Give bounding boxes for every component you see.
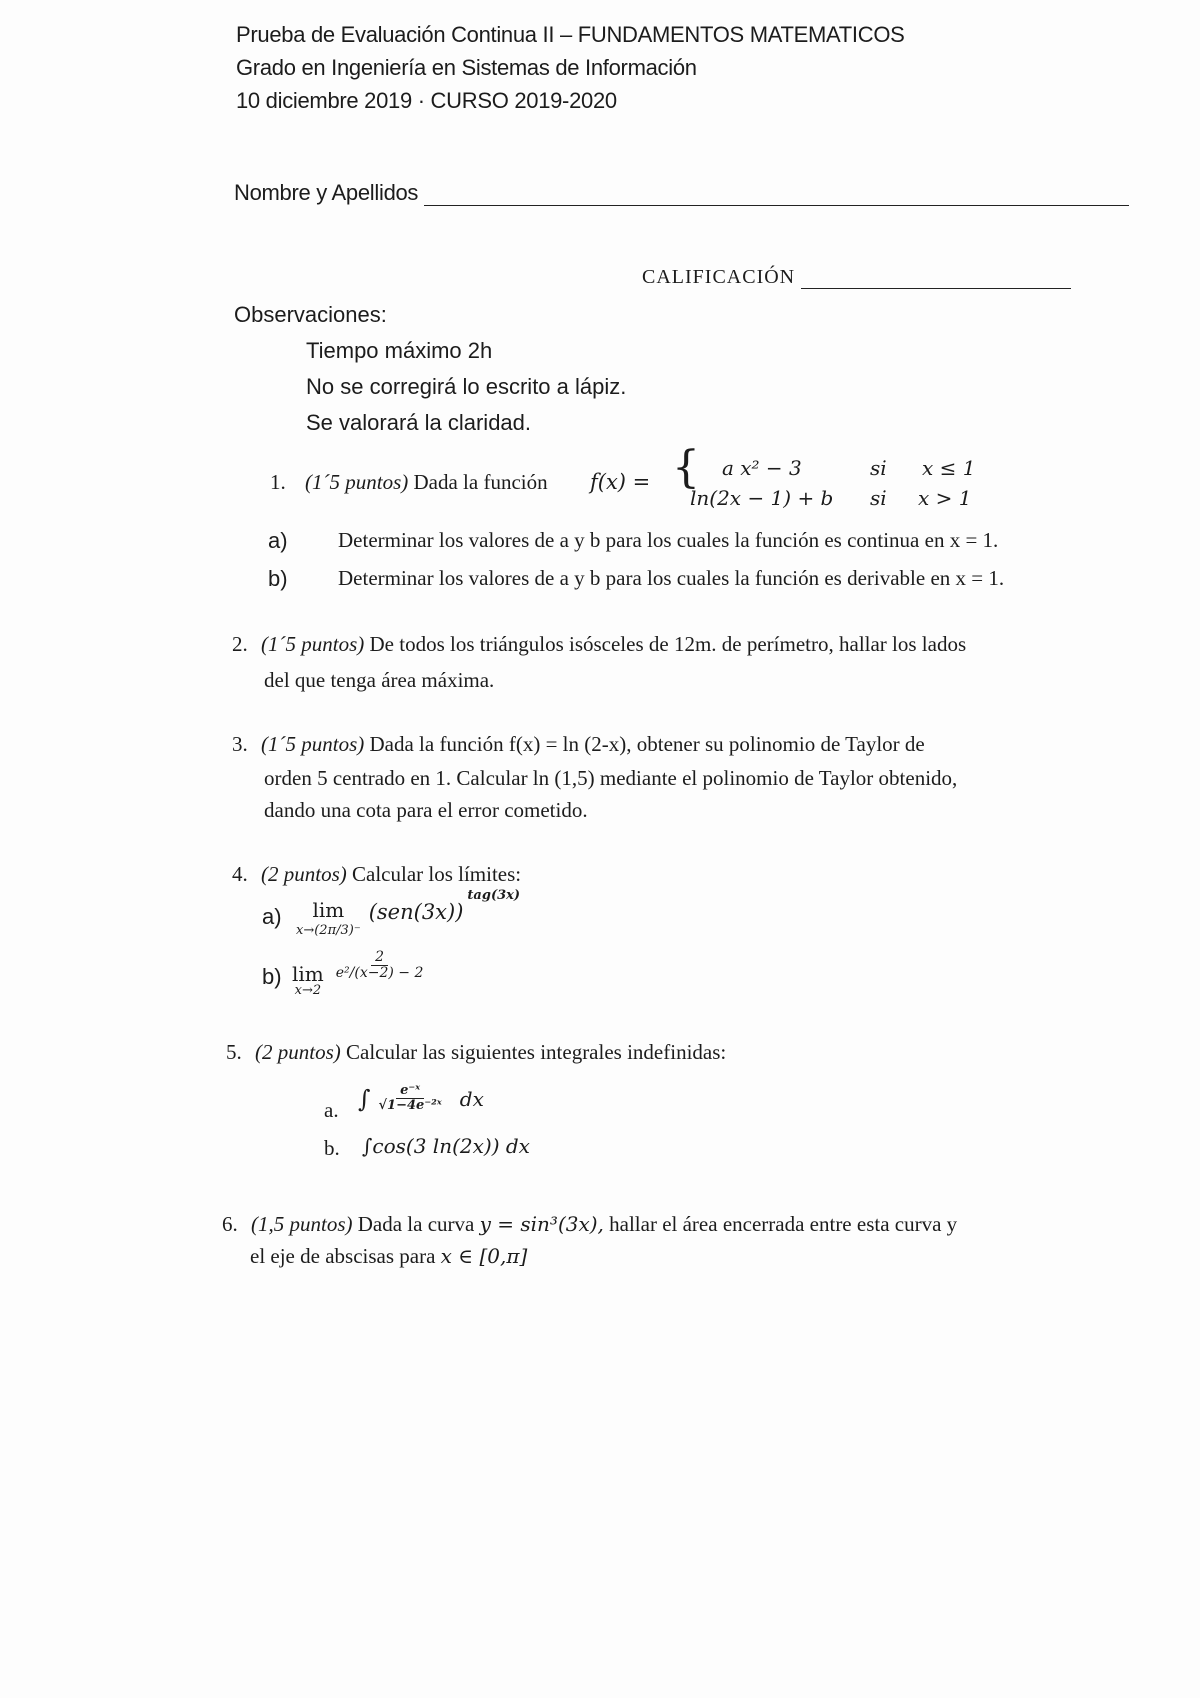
question-text: el eje de abscisas para [250,1244,436,1268]
part-label: b. [324,1136,340,1160]
integral-b: ∫cos(3 ln(2x)) dx [362,1134,530,1158]
lim-expression: (sen(3x)) [368,900,464,924]
case-2: ln(2x − 1) + b [690,486,834,510]
lim-word: lim [292,962,324,986]
part-label: a. [324,1098,339,1122]
part-text: Determinar los valores de a y b para los cuales la función es continua en x = 1. [338,528,999,552]
question-3 [232,732,925,757]
grade-label: CALIFICACIÓN [642,266,796,288]
question-2 [232,632,966,657]
question-text: Dada la función f(x) = ln (2-x), obtener su polinomio de Taylor de [369,732,925,756]
grade-line [801,270,1071,289]
brace: { [672,442,700,493]
question-5 [226,1040,726,1065]
question-number: 6. [222,1212,238,1236]
question-6-line2 [250,1244,527,1269]
lim-exponent: tag(3x) [467,888,521,903]
question-text: Dada la curva [357,1212,475,1236]
integral-sign: ∫ [358,1084,371,1113]
fraction-numerator: e⁻ˣ [396,1084,424,1099]
observation-item: Se valorará la claridad. [306,410,532,435]
case-1-si: si [870,456,887,480]
lim-word: lim [312,898,345,922]
fraction-denominator: √1−4e⁻²ˣ [378,1098,442,1114]
lim-operator [292,964,324,997]
curve-equation: y = sin³(3x), [479,1212,604,1236]
observation-item: Tiempo máximo 2h [306,338,493,363]
case-1-cond: x ≤ 1 [922,456,976,480]
question-points: (2 puntos) [255,1040,341,1064]
case-2-cond: x > 1 [918,486,972,510]
lim-subscript: x→(2π/3)⁻ [296,923,361,938]
question-points: (1´5 puntos) [261,632,365,656]
fraction-numerator: 2 [371,950,388,966]
question-points: (1,5 puntos) [251,1212,353,1236]
question-text: Dada la función [413,470,548,494]
part-label: a) [268,528,288,553]
integral-a [358,1084,484,1114]
question-number: 3. [232,732,248,756]
differential: dx [459,1086,484,1111]
part-text: Determinar los valores de a y b para los cuales la función es derivable en x = 1. [338,566,1005,590]
case-2-si: si [870,486,887,510]
question-points: (2 puntos) [261,862,347,886]
interval: x ∈ [0,π] [440,1244,528,1268]
lim-subscript: x→2 [294,983,322,998]
part-label: a) [262,904,282,929]
observations-title: Observaciones: [234,302,387,327]
name-field [234,180,1129,206]
question-text: De todos los triángulos isósceles de 12m. de perímetro, hallar los lados [369,632,967,656]
exam-title: Prueba de Evaluación Continua II – FUNDAMENTOS MATEMATICOS [236,22,905,47]
question-text: dando una cota para el error cometido. [264,798,588,822]
limit-b [292,950,427,997]
name-line [424,185,1129,206]
question-text: orden 5 centrado en 1. Calcular ln (1,5) mediante el polinomio de Taylor obtenido, [264,766,958,790]
part-label: b) [268,566,288,591]
question-points: (1´5 puntos) [261,732,365,756]
part-label: b) [262,964,282,989]
piecewise-fx: f(x) = [590,470,651,494]
question-number: 1. [270,470,286,494]
question-number: 4. [232,862,248,886]
name-label: Nombre y Apellidos [234,180,419,205]
grade-field [642,266,1071,289]
question-text: del que tenga área máxima. [264,668,495,692]
limit-a [296,888,521,938]
question-text: Calcular las siguientes integrales indefinidas: [346,1040,727,1064]
lim-fraction [332,950,428,982]
question-6 [222,1212,957,1237]
question-points: (1´5 puntos) [305,470,409,494]
question-text: hallar el área encerrada entre esta curva y [609,1212,958,1236]
degree-line: Grado en Ingeniería en Sistemas de Información [236,55,697,80]
question-text: Calcular los límites: [352,862,522,886]
observation-item: No se corregirá lo escrito a lápiz. [306,374,627,399]
integrand-fraction [375,1084,446,1114]
date-course-line: 10 diciembre 2019 · CURSO 2019-2020 [236,88,617,113]
case-1: a x² − 3 [722,456,802,480]
question-number: 2. [232,632,248,656]
lim-operator [296,900,361,937]
question-1-stem [270,470,548,495]
question-4 [232,862,521,887]
fraction-denominator: e²/(x−2) − 2 [335,965,424,982]
question-number: 5. [226,1040,242,1064]
